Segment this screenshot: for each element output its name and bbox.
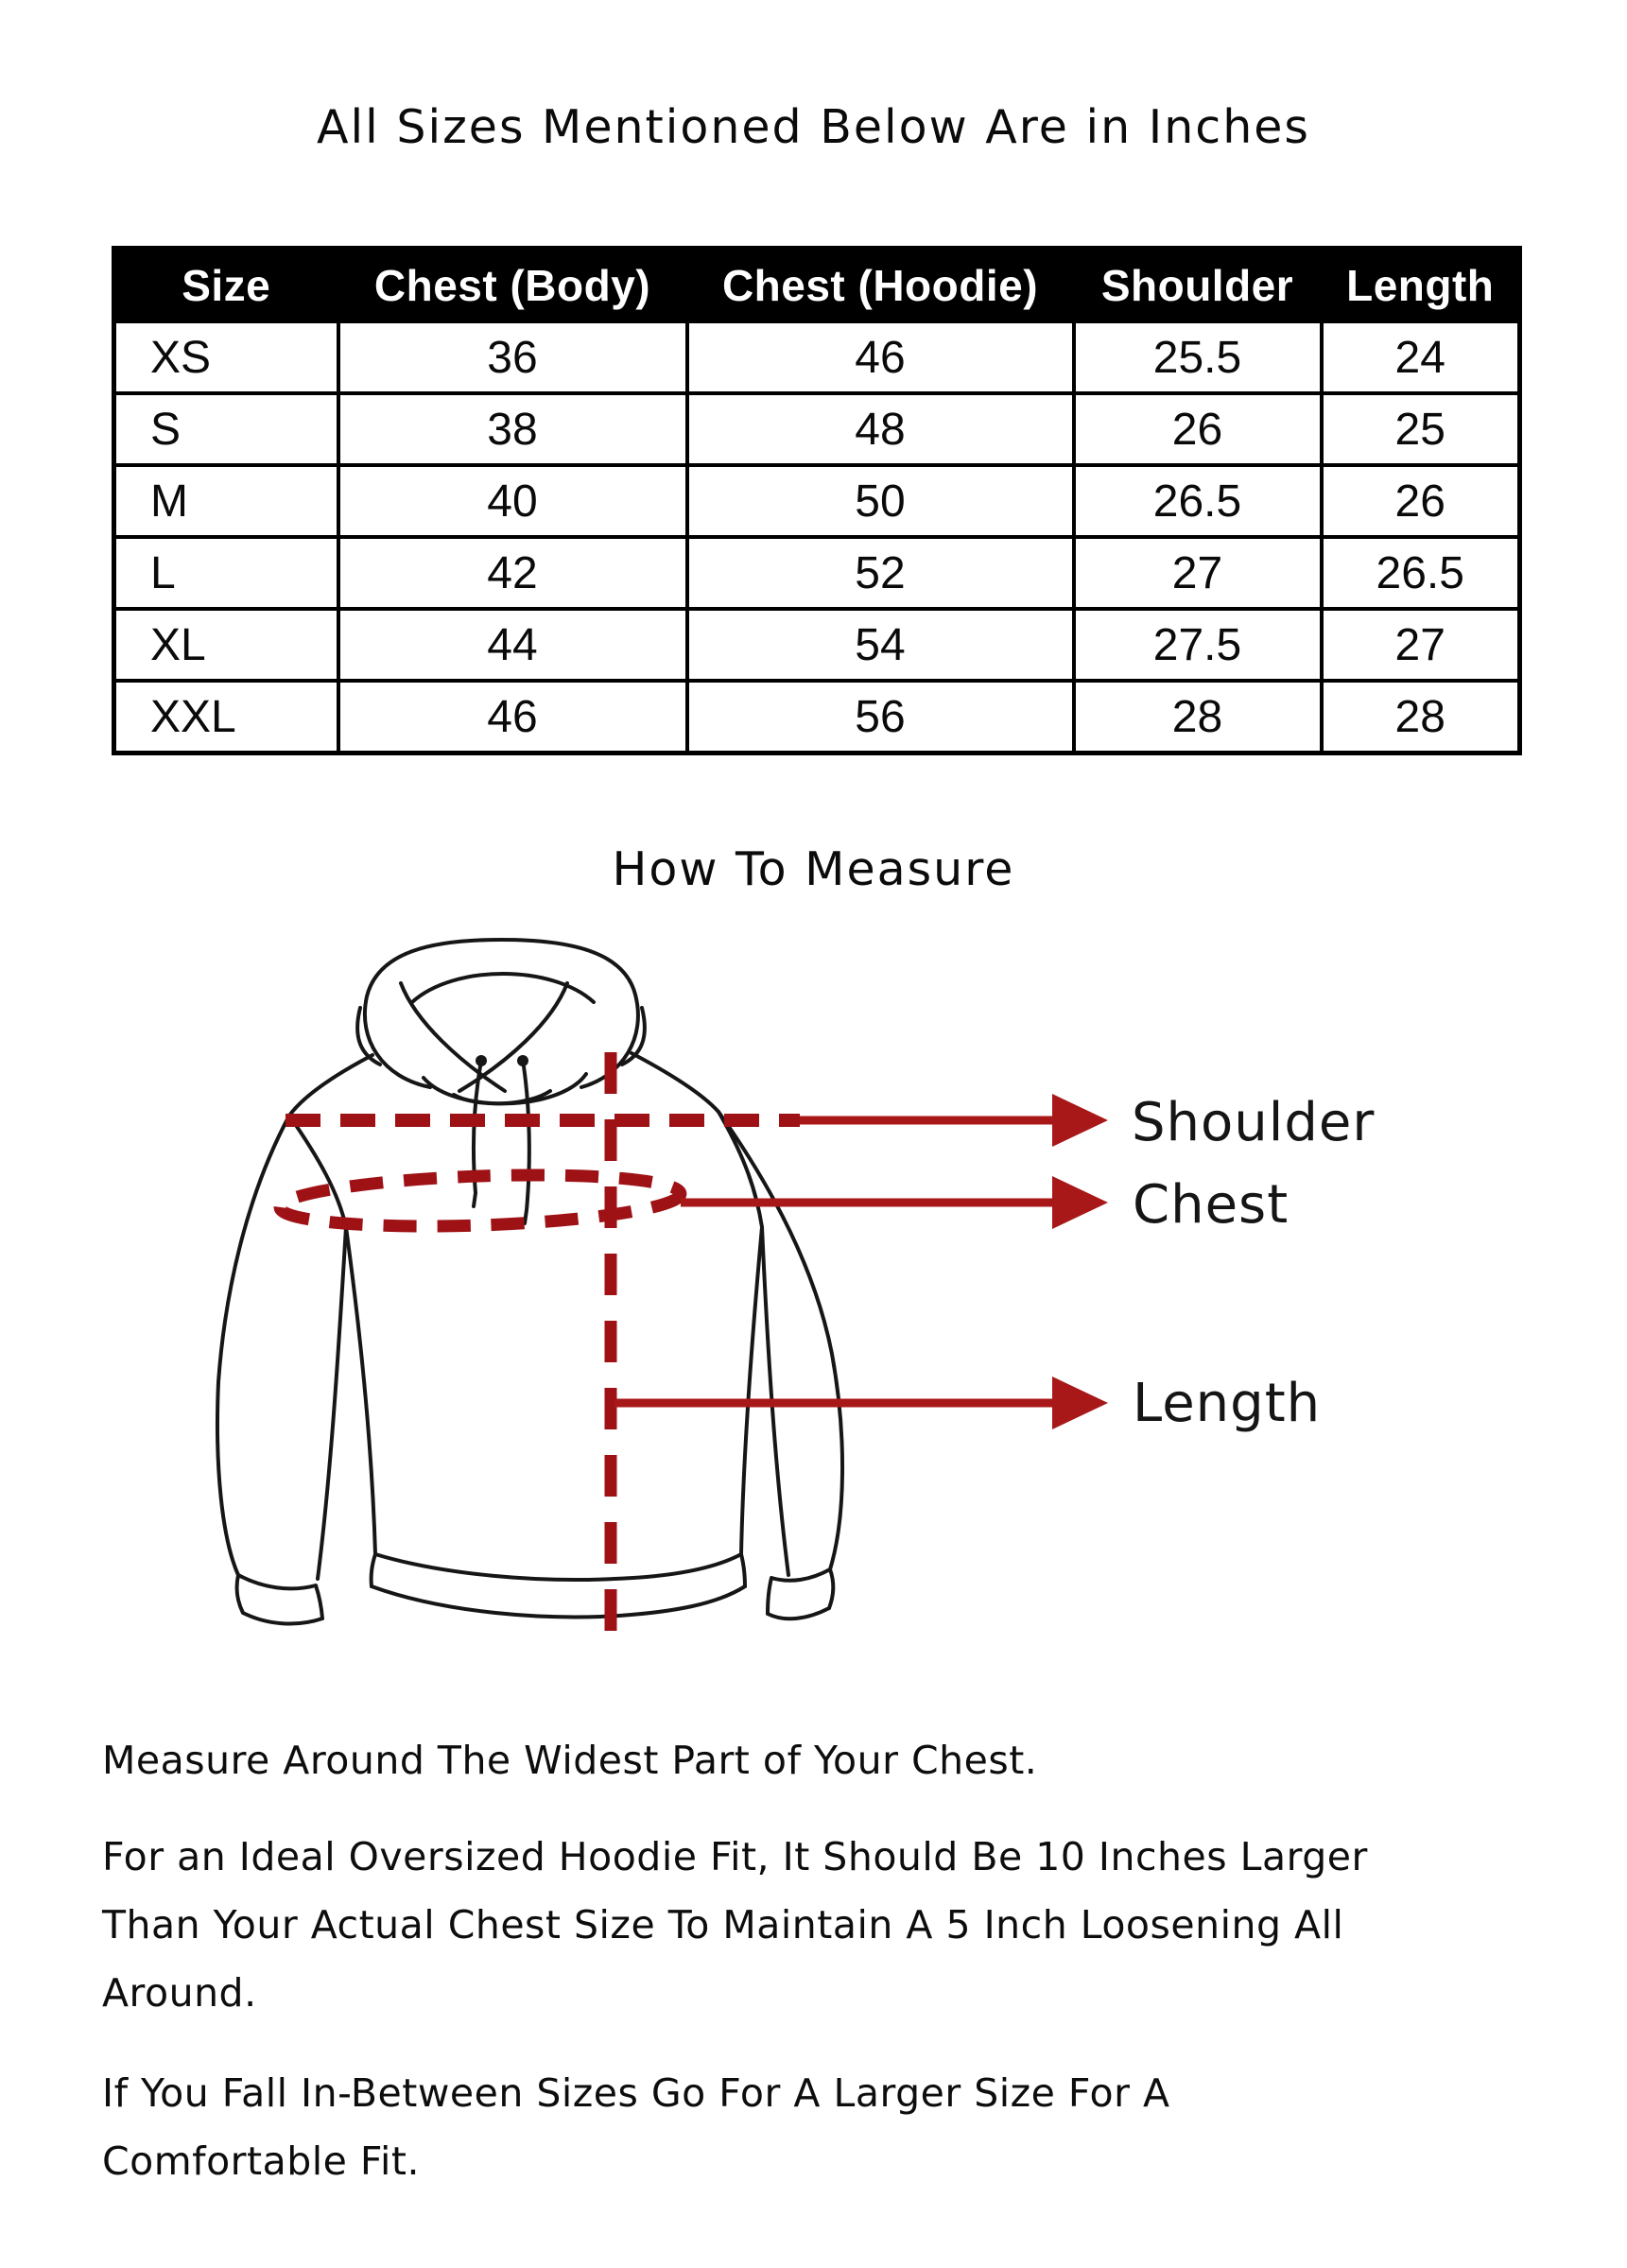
note-line: Than Your Actual Chest Size To Maintain A 5 Inch Loosening All xyxy=(102,1902,1344,1948)
table-cell: 28 xyxy=(1322,681,1520,753)
note-line: Around. xyxy=(102,1970,257,2016)
table-cell: 46 xyxy=(338,681,687,753)
table-cell: 25 xyxy=(1322,393,1520,465)
table-cell: M xyxy=(114,465,338,537)
shoulder-label: Shoulder xyxy=(1132,1092,1376,1153)
hood-outline xyxy=(365,940,638,1087)
chest-label: Chest xyxy=(1133,1174,1289,1236)
table-cell: XL xyxy=(114,609,338,681)
hem-left-edge xyxy=(372,1554,375,1586)
note-line: Measure Around The Widest Part of Your Chest. xyxy=(102,1738,1038,1783)
table-cell: 26.5 xyxy=(1322,537,1520,609)
table-cell: 26 xyxy=(1074,393,1322,465)
table-cell: 27 xyxy=(1074,537,1322,609)
table-cell: XS xyxy=(114,321,338,393)
hoodie-diagram-svg xyxy=(0,908,1627,1692)
how-to-measure-title: How To Measure xyxy=(612,842,1015,896)
size-table xyxy=(112,246,1522,755)
note-line: Comfortable Fit. xyxy=(102,2138,420,2184)
column-header-size: Size xyxy=(114,249,338,322)
table-row xyxy=(114,681,1520,753)
hoodie-outline-drawing xyxy=(217,940,842,1624)
table-cell: 56 xyxy=(687,681,1074,753)
left-sleeve-inner xyxy=(318,1227,346,1579)
table-cell: 38 xyxy=(338,393,687,465)
column-header-shoulder: Shoulder xyxy=(1074,249,1322,322)
eyelet-right xyxy=(517,1055,528,1066)
note-measure-chest xyxy=(102,1726,1539,1794)
hem-right-edge xyxy=(741,1554,745,1586)
note-between-sizes xyxy=(102,2059,1539,2195)
note-oversized-fit xyxy=(102,1823,1539,2027)
note-line: If You Fall In-Between Sizes Go For A Larger Size For A xyxy=(102,2070,1170,2116)
table-cell: 46 xyxy=(687,321,1074,393)
table-cell: 42 xyxy=(338,537,687,609)
column-header-chest-hoodie: Chest (Hoodie) xyxy=(687,249,1074,322)
left-shoulder-sleeve xyxy=(217,1055,372,1575)
table-row xyxy=(114,537,1520,609)
table-cell: S xyxy=(114,393,338,465)
right-body-edge xyxy=(741,1227,762,1554)
length-label: Length xyxy=(1133,1373,1322,1434)
table-row xyxy=(114,465,1520,537)
table-row xyxy=(114,393,1520,465)
measurement-arrow-heads xyxy=(1052,1094,1108,1429)
hem-bottom xyxy=(372,1586,745,1617)
note-line: For an Ideal Oversized Hoodie Fit, It Should Be 10 Inches Larger xyxy=(102,1834,1368,1879)
table-cell: 44 xyxy=(338,609,687,681)
hem-top xyxy=(375,1554,741,1580)
table-cell: 27.5 xyxy=(1074,609,1322,681)
table-cell: XXL xyxy=(114,681,338,753)
table-cell: 50 xyxy=(687,465,1074,537)
table-cell: 24 xyxy=(1322,321,1520,393)
table-row xyxy=(114,321,1520,393)
column-header-chest-body: Chest (Body) xyxy=(338,249,687,322)
table-cell: L xyxy=(114,537,338,609)
table-cell: 25.5 xyxy=(1074,321,1322,393)
measurement-dashes xyxy=(279,1052,800,1632)
left-sleeve-seam xyxy=(289,1116,346,1227)
table-cell: 54 xyxy=(687,609,1074,681)
left-body-edge xyxy=(346,1227,375,1554)
page-title: All Sizes Mentioned Below Are in Inches xyxy=(317,100,1310,154)
shoulder-arrowhead-icon xyxy=(1052,1094,1108,1147)
table-cell: 27 xyxy=(1322,609,1520,681)
size-chart xyxy=(112,246,1517,755)
right-cuff xyxy=(768,1569,833,1619)
table-cell: 48 xyxy=(687,393,1074,465)
table-cell: 26 xyxy=(1322,465,1520,537)
size-table-header-row xyxy=(114,249,1520,322)
right-shoulder-sleeve xyxy=(632,1053,842,1569)
table-cell: 40 xyxy=(338,465,687,537)
table-cell: 52 xyxy=(687,537,1074,609)
drawstring-right xyxy=(524,1066,529,1223)
table-cell: 36 xyxy=(338,321,687,393)
left-cuff xyxy=(237,1575,322,1624)
hood-cross-right xyxy=(459,983,567,1091)
column-header-length: Length xyxy=(1322,249,1520,322)
table-cell: 28 xyxy=(1074,681,1322,753)
eyelet-left xyxy=(476,1055,487,1066)
table-row xyxy=(114,609,1520,681)
length-arrowhead-icon xyxy=(1052,1376,1108,1429)
measurement-diagram xyxy=(0,908,1627,1692)
chest-arrowhead-icon xyxy=(1052,1176,1108,1229)
table-cell: 26.5 xyxy=(1074,465,1322,537)
drawstring-left xyxy=(474,1066,480,1206)
